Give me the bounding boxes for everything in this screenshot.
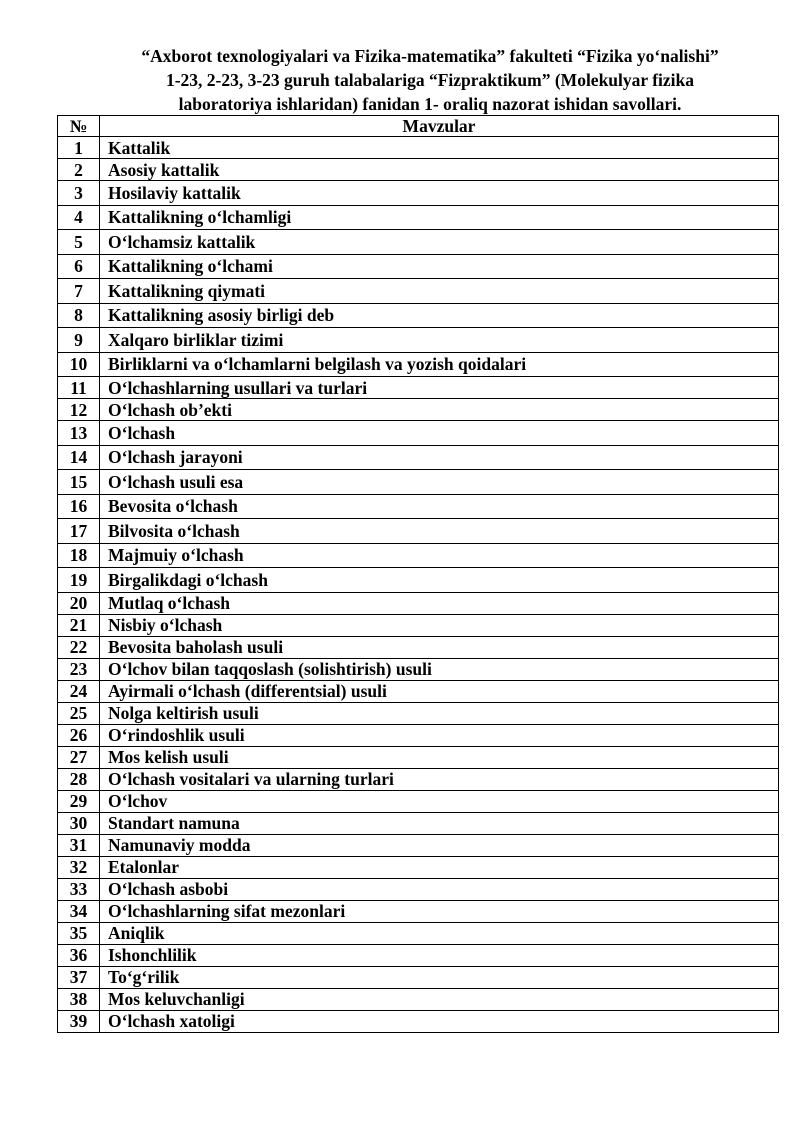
table-header-row xyxy=(58,116,779,137)
row-number: 3 xyxy=(58,181,100,206)
table-row xyxy=(58,568,779,593)
row-topic: O‘lchash vositalari va ularning turlari xyxy=(100,768,779,790)
table-row xyxy=(58,834,779,856)
table-row xyxy=(58,636,779,658)
row-topic: Standart namuna xyxy=(100,812,779,834)
table-row xyxy=(58,900,779,922)
topic-column-header: Mavzular xyxy=(100,116,779,137)
row-topic: Mos kelish usuli xyxy=(100,746,779,768)
row-topic: Namunaviy modda xyxy=(100,834,779,856)
row-number: 36 xyxy=(58,944,100,966)
table-row xyxy=(58,421,779,446)
table-row xyxy=(58,519,779,544)
number-column-header: № xyxy=(58,116,100,137)
table-row xyxy=(58,812,779,834)
table-row xyxy=(58,790,779,812)
row-number: 29 xyxy=(58,790,100,812)
row-number: 26 xyxy=(58,724,100,746)
table-row xyxy=(58,328,779,353)
table-row xyxy=(58,746,779,768)
row-topic: Birliklarni va o‘lchamlarni belgilash va yozish qoidalari xyxy=(100,352,779,377)
table-row xyxy=(58,230,779,255)
row-number: 23 xyxy=(58,658,100,680)
table-row xyxy=(58,614,779,636)
row-number: 21 xyxy=(58,614,100,636)
row-number: 31 xyxy=(58,834,100,856)
row-topic: Mutlaq o‘lchash xyxy=(100,592,779,614)
row-number: 1 xyxy=(58,137,100,159)
table-row xyxy=(58,592,779,614)
row-number: 9 xyxy=(58,328,100,353)
row-topic: O‘lchash jarayoni xyxy=(100,445,779,470)
row-topic: Kattalik xyxy=(100,137,779,159)
table-row xyxy=(58,445,779,470)
row-topic: Bevosita o‘lchash xyxy=(100,494,779,519)
row-topic: Nisbiy o‘lchash xyxy=(100,614,779,636)
table-row xyxy=(58,702,779,724)
topics-table xyxy=(57,115,779,1033)
row-topic: O‘lchov bilan taqqoslash (solishtirish) usuli xyxy=(100,658,779,680)
table-row xyxy=(58,768,779,790)
table-row xyxy=(58,181,779,206)
row-topic: Nolga keltirish usuli xyxy=(100,702,779,724)
row-topic: O‘lchashlarning sifat mezonlari xyxy=(100,900,779,922)
row-topic: Aniqlik xyxy=(100,922,779,944)
row-number: 24 xyxy=(58,680,100,702)
row-number: 5 xyxy=(58,230,100,255)
row-topic: O‘lchash usuli esa xyxy=(100,470,779,495)
row-number: 22 xyxy=(58,636,100,658)
row-topic: O‘lchashlarning usullari va turlari xyxy=(100,377,779,399)
row-topic: Asosiy kattalik xyxy=(100,159,779,181)
row-number: 34 xyxy=(58,900,100,922)
table-row xyxy=(58,303,779,328)
row-topic: Xalqaro birliklar tizimi xyxy=(100,328,779,353)
table-row xyxy=(58,724,779,746)
row-number: 32 xyxy=(58,856,100,878)
topics-table-body xyxy=(58,137,779,1033)
heading-line-1: “Axborot texnologiyalari va Fizika-matematika” fakulteti “Fizika yo‘nalishi” xyxy=(141,46,719,66)
row-number: 28 xyxy=(58,768,100,790)
row-topic: O‘lchash asbobi xyxy=(100,878,779,900)
row-number: 19 xyxy=(58,568,100,593)
table-row xyxy=(58,680,779,702)
row-topic: O‘rindoshlik usuli xyxy=(100,724,779,746)
row-topic: Ayirmali o‘lchash (differentsial) usuli xyxy=(100,680,779,702)
row-number: 11 xyxy=(58,377,100,399)
row-topic: O‘lchash ob’ekti xyxy=(100,399,779,421)
table-row xyxy=(58,137,779,159)
row-number: 8 xyxy=(58,303,100,328)
row-number: 16 xyxy=(58,494,100,519)
document-heading xyxy=(90,44,770,116)
row-number: 25 xyxy=(58,702,100,724)
table-row xyxy=(58,543,779,568)
table-row xyxy=(58,658,779,680)
row-number: 20 xyxy=(58,592,100,614)
row-topic: Kattalikning asosiy birligi deb xyxy=(100,303,779,328)
table-row xyxy=(58,205,779,230)
row-topic: Birgalikdagi o‘lchash xyxy=(100,568,779,593)
table-row xyxy=(58,159,779,181)
row-number: 18 xyxy=(58,543,100,568)
row-number: 2 xyxy=(58,159,100,181)
table-row xyxy=(58,878,779,900)
row-topic: Bevosita baholash usuli xyxy=(100,636,779,658)
row-number: 39 xyxy=(58,1010,100,1032)
row-topic: O‘lchamsiz kattalik xyxy=(100,230,779,255)
table-row xyxy=(58,922,779,944)
table-row xyxy=(58,377,779,399)
table-row xyxy=(58,399,779,421)
heading-line-3: laboratoriya ishlaridan) fanidan 1- oraliq nazorat ishidan savollari. xyxy=(178,94,682,114)
row-number: 33 xyxy=(58,878,100,900)
row-number: 10 xyxy=(58,352,100,377)
table-row xyxy=(58,279,779,304)
table-row xyxy=(58,470,779,495)
row-topic: Majmuiy o‘lchash xyxy=(100,543,779,568)
row-topic: O‘lchov xyxy=(100,790,779,812)
row-topic: O‘lchash xyxy=(100,421,779,446)
row-number: 17 xyxy=(58,519,100,544)
row-number: 35 xyxy=(58,922,100,944)
row-topic: Etalonlar xyxy=(100,856,779,878)
table-row xyxy=(58,966,779,988)
row-number: 13 xyxy=(58,421,100,446)
table-row xyxy=(58,856,779,878)
row-number: 37 xyxy=(58,966,100,988)
table-row xyxy=(58,1010,779,1032)
row-number: 15 xyxy=(58,470,100,495)
row-topic: Kattalikning o‘lchamligi xyxy=(100,205,779,230)
table-row xyxy=(58,352,779,377)
row-topic: To‘g‘rilik xyxy=(100,966,779,988)
table-row xyxy=(58,494,779,519)
row-topic: Kattalikning qiymati xyxy=(100,279,779,304)
row-number: 4 xyxy=(58,205,100,230)
heading-line-2: 1-23, 2-23, 3-23 guruh talabalariga “Fizpraktikum” (Molekulyar fizika xyxy=(165,70,695,90)
row-number: 38 xyxy=(58,988,100,1010)
table-row xyxy=(58,254,779,279)
row-number: 6 xyxy=(58,254,100,279)
row-topic: Bilvosita o‘lchash xyxy=(100,519,779,544)
row-topic: Ishonchlilik xyxy=(100,944,779,966)
row-number: 30 xyxy=(58,812,100,834)
row-number: 14 xyxy=(58,445,100,470)
row-topic: Mos keluvchanligi xyxy=(100,988,779,1010)
row-number: 27 xyxy=(58,746,100,768)
row-topic: O‘lchash xatoligi xyxy=(100,1010,779,1032)
table-row xyxy=(58,944,779,966)
row-number: 7 xyxy=(58,279,100,304)
row-topic: Hosilaviy kattalik xyxy=(100,181,779,206)
row-topic: Kattalikning o‘lchami xyxy=(100,254,779,279)
table-row xyxy=(58,988,779,1010)
row-number: 12 xyxy=(58,399,100,421)
